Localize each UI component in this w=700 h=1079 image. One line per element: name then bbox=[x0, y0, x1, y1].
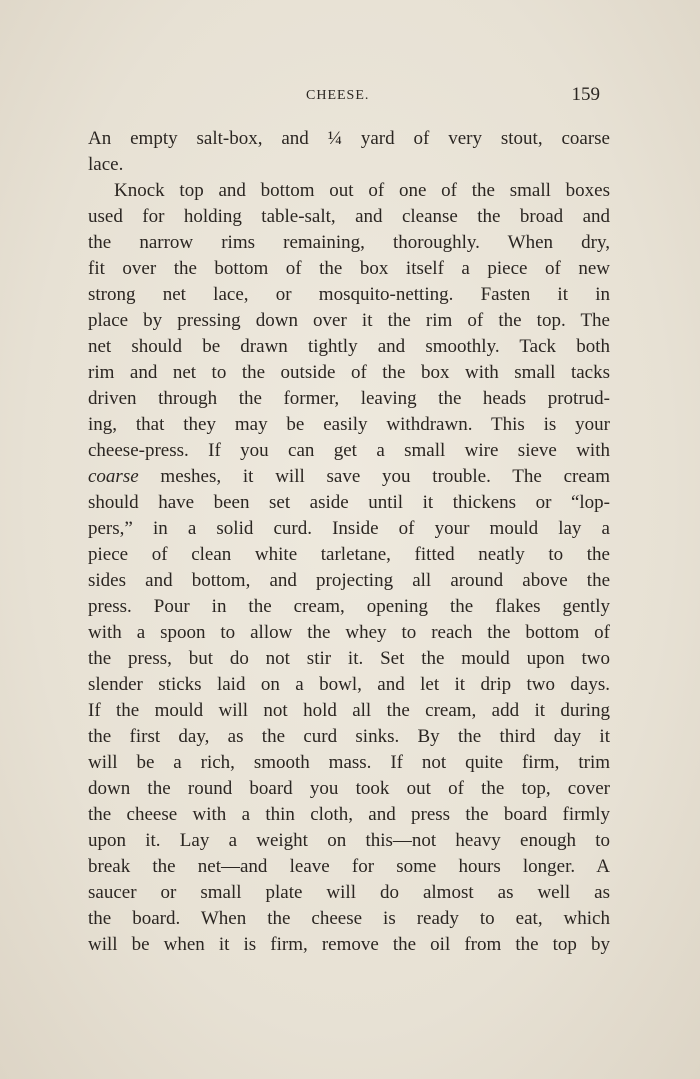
text-line: press. Pour in the cream, opening the flakes gently bbox=[88, 596, 610, 617]
text-line: rim and net to the outside of the box with small tacks bbox=[88, 362, 610, 383]
text-line: the board. When the cheese is ready to eat, which bbox=[88, 908, 610, 929]
text-line: pers,” in a solid curd. Inside of your mould lay a bbox=[88, 518, 610, 539]
text-line: coarse meshes, it will save you trouble. The cream bbox=[88, 466, 610, 487]
text-line: the cheese with a thin cloth, and press the board firmly bbox=[88, 804, 610, 825]
text-line: lace. bbox=[88, 154, 124, 175]
text-line: If the mould will not hold all the cream, add it during bbox=[88, 700, 610, 721]
text-line: cheese-press. If you can get a small wire sieve with bbox=[88, 440, 610, 461]
text-line: used for holding table-salt, and cleanse the broad and bbox=[88, 206, 610, 227]
text-line: piece of clean white tarletane, fitted neatly to the bbox=[88, 544, 610, 565]
page-header bbox=[88, 84, 608, 110]
text-line: sides and bottom, and projecting all around above the bbox=[88, 570, 610, 591]
text-line: the first day, as the curd sinks. By the third day it bbox=[88, 726, 610, 747]
text-line: slender sticks laid on a bowl, and let it drip two days. bbox=[88, 674, 610, 695]
text-line: strong net lace, or mosquito-netting. Fasten it in bbox=[88, 284, 610, 305]
text-line: saucer or small plate will do almost as well as bbox=[88, 882, 610, 903]
text-line: with a spoon to allow the whey to reach the bottom of bbox=[88, 622, 610, 643]
text-line: down the round board you took out of the top, cover bbox=[88, 778, 610, 799]
text-line: the press, but do not stir it. Set the mould upon two bbox=[88, 648, 610, 669]
body-text bbox=[88, 126, 610, 958]
text-line: the narrow rims remaining, thoroughly. When dry, bbox=[88, 232, 610, 253]
text-line: driven through the former, leaving the heads protrud- bbox=[88, 388, 610, 409]
text-line: will be a rich, smooth mass. If not quite firm, trim bbox=[88, 752, 610, 773]
text-line: fit over the bottom of the box itself a piece of new bbox=[88, 258, 610, 279]
page-number: 159 bbox=[571, 84, 600, 105]
text-line: Knock top and bottom out of one of the small boxes bbox=[114, 180, 610, 201]
text-line: should have been set aside until it thickens or “lop- bbox=[88, 492, 610, 513]
running-title: CHEESE. bbox=[306, 88, 370, 103]
text-line: An empty salt-box, and ¼ yard of very stout, coarse bbox=[88, 128, 610, 149]
text-line: net should be drawn tightly and smoothly. Tack both bbox=[88, 336, 610, 357]
italic-word: coarse bbox=[88, 466, 139, 487]
text-line: break the net—and leave for some hours longer. A bbox=[88, 856, 610, 877]
text-line: will be when it is firm, remove the oil from the top by bbox=[88, 934, 610, 955]
text-line: place by pressing down over it the rim of the top. The bbox=[88, 310, 610, 331]
text-line: ing, that they may be easily withdrawn. This is your bbox=[88, 414, 610, 435]
text-line: upon it. Lay a weight on this—not heavy enough to bbox=[88, 830, 610, 851]
